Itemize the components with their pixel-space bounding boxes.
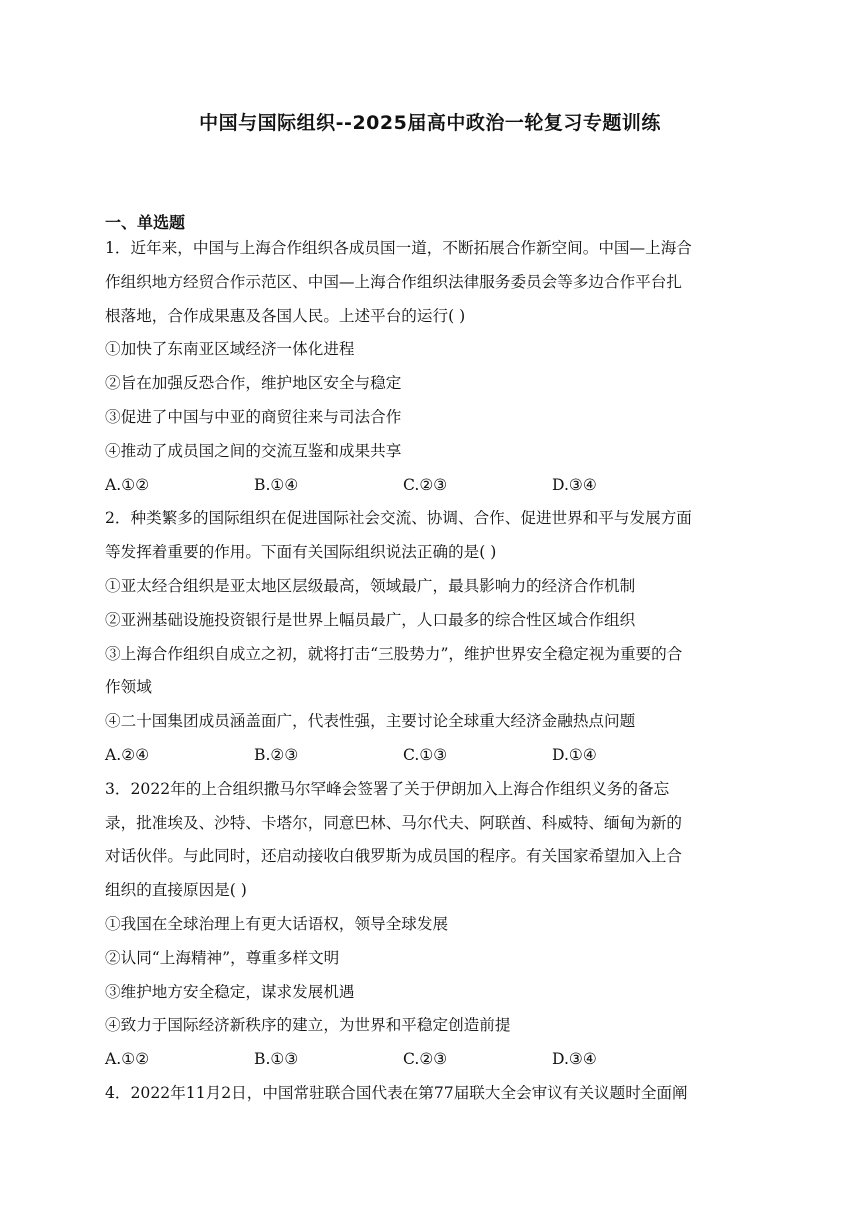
question-stem-line: 录，批准埃及、沙特、卡塔尔，同意巴林、马尔代夫、阿联酋、科威特、缅甸为新的 bbox=[105, 813, 682, 832]
answer-options bbox=[105, 739, 760, 773]
question-item: ②认同“上海精神”，尊重多样文明 bbox=[105, 948, 340, 967]
option-b: B.①④ bbox=[254, 475, 299, 494]
question-1 bbox=[105, 232, 760, 502]
question-item: ④致力于国际经济新秩序的建立，为世界和平稳定创造前提 bbox=[105, 1016, 511, 1035]
question-stem-line: 组织的直接原因是( ) bbox=[105, 881, 247, 900]
section-heading: 一、单选题 bbox=[105, 213, 186, 232]
question-item: ④二十国集团成员涵盖面广，代表性强，主要讨论全球重大经济金融热点问题 bbox=[105, 712, 636, 731]
option-c: C.②③ bbox=[403, 475, 448, 494]
option-b: B.②③ bbox=[254, 745, 299, 764]
question-2 bbox=[105, 502, 760, 772]
question-item: ③促进了中国与中亚的商贸往来与司法合作 bbox=[105, 407, 402, 426]
option-d: D.③④ bbox=[552, 1050, 597, 1069]
question-item: ①亚太经合组织是亚太地区层级最高，领域最广，最具影响力的经济合作机制 bbox=[105, 576, 636, 595]
document-title: 中国与国际组织--2025届高中政治一轮复习专题训练 bbox=[199, 112, 661, 134]
question-stem-line: 等发挥着重要的作用。下面有关国际组织说法正确的是( ) bbox=[105, 543, 497, 562]
question-item: ②亚洲基础设施投资银行是世界上幅员最广，人口最多的综合性区域合作组织 bbox=[105, 610, 636, 629]
option-c: C.②③ bbox=[403, 1050, 448, 1069]
answer-options bbox=[105, 469, 760, 503]
question-item: ③上海合作组织自成立之初，就将打击“三股势力”，维护世界安全稳定视为重要的合 bbox=[105, 644, 683, 663]
question-stem-line: 2．种类繁多的国际组织在促进国际社会交流、协调、合作、促进世界和平与发展方面 bbox=[105, 509, 692, 528]
question-list bbox=[105, 232, 760, 1111]
question-stem-line: 1．近年来，中国与上海合作组织各成员国一道，不断拓展合作新空间。中国—上海合 bbox=[105, 239, 692, 257]
option-a: A.①② bbox=[105, 1050, 150, 1069]
question-stem-line: 3．2022年的上合组织撒马尔罕峰会签署了关于伊朗加入上海合作组织义务的备忘 bbox=[105, 779, 670, 798]
option-b: B.①③ bbox=[254, 1050, 299, 1069]
question-stem-line: 作组织地方经贸合作示范区、中国—上海合作组织法律服务委员会等多边合作平台扎 bbox=[105, 272, 682, 291]
question-item: ①我国在全球治理上有更大话语权，领导全球发展 bbox=[105, 914, 449, 933]
option-d: D.①④ bbox=[552, 745, 597, 764]
question-item: ④推动了成员国之间的交流互鉴和成果共享 bbox=[105, 441, 402, 460]
question-4 bbox=[105, 1077, 760, 1111]
option-c: C.①③ bbox=[403, 745, 448, 764]
question-item: ③维护地方安全稳定，谋求发展机遇 bbox=[105, 982, 355, 1001]
question-item: ①加快了东南亚区域经济一体化进程 bbox=[105, 340, 355, 359]
option-a: A.①② bbox=[105, 475, 150, 494]
question-item: 作领域 bbox=[105, 678, 152, 697]
option-d: D.③④ bbox=[552, 475, 597, 494]
question-stem-line: 根落地，合作成果惠及各国人民。上述平台的运行( ) bbox=[105, 306, 466, 325]
answer-options bbox=[105, 1043, 760, 1077]
question-3 bbox=[105, 773, 760, 1077]
question-stem-line: 4．2022年11月2日，中国常驻联合国代表在第77届联大全会审议有关议题时全面阐 bbox=[105, 1083, 688, 1102]
question-item: ②旨在加强反恐合作，维护地区安全与稳定 bbox=[105, 374, 402, 393]
option-a: A.②④ bbox=[105, 745, 150, 764]
question-stem-line: 对话伙伴。与此同时，还启动接收白俄罗斯为成员国的程序。有关国家希望加入上合 bbox=[105, 847, 682, 866]
